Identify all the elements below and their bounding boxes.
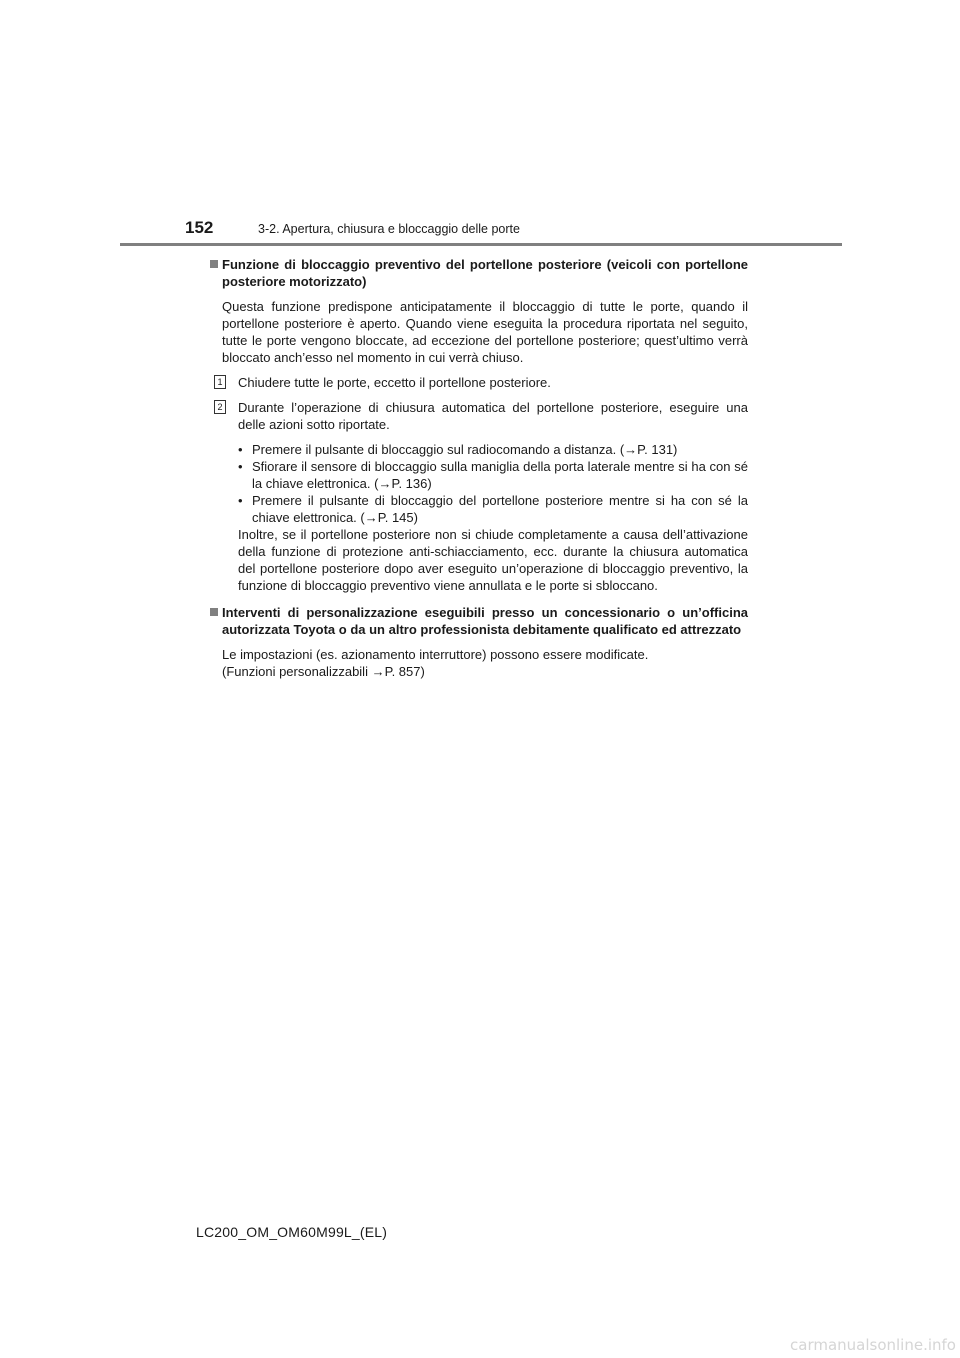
bullet-dot-icon: •: [238, 442, 243, 457]
bullet-dot-icon: •: [238, 459, 243, 474]
watermark: [0, 1336, 960, 1358]
page-number: 152: [185, 218, 214, 237]
step-2-note: Inoltre, se il portellone posteriore non si chiude completamente a causa dell’attivazione della funzione di protezione anti-schiacciamento, ecc. durante la chiusura automatica del portellone posteriore dopo aver eseguito un’operazione di bloccaggio preventivo, la funzione di bloccaggio preventivo viene annullata e le porte si sbloccano.: [238, 527, 748, 593]
chapter-title: 3-2. Apertura, chiusura e bloccaggio delle porte: [258, 222, 520, 236]
bullet-dot-icon: •: [238, 493, 243, 508]
header-rule: [120, 243, 842, 246]
manual-code: LC200_OM_OM60M99L_(EL): [196, 1224, 388, 1240]
section-intro: Questa funzione predispone anticipatamente il bloccaggio di tutte le porte, quando il portellone posteriore è aperto. Quando viene eseguita la procedura riportata nel seguito, tutte le porte vengono bloccate, ad eccezione del portellone posteriore; quest’ultimo verrà bloccato anch’esso nel momento in cui verrà chiuso.: [222, 299, 748, 365]
section-heading-tailgate-lock: [210, 256, 748, 290]
list-item-text: Sfiorare il sensore di bloccaggio sulla maniglia della porta laterale mentre si ha con sé la chiave elettronica. (→P. 136): [252, 459, 748, 491]
list-item-text: Premere il pulsante di bloccaggio del portellone posteriore mentre si ha con sé la chiave elettronica. (→P. 145): [252, 493, 748, 525]
section-heading-text: Funzione di bloccaggio preventivo del portellone posteriore (veicoli con portellone posteriore motorizzato): [222, 257, 748, 289]
step-text: Chiudere tutte le porte, eccetto il portellone posteriore.: [238, 375, 551, 390]
square-bullet-icon: [210, 260, 218, 268]
customization-line-1: Le impostazioni (es. azionamento interruttore) possono essere modificate.: [222, 647, 649, 662]
step-1: [210, 374, 748, 391]
list-item: [238, 458, 748, 492]
square-bullet-icon: [210, 608, 218, 616]
page-content: [210, 256, 748, 680]
step-text: Durante l’operazione di chiusura automatica del portellone posteriore, eseguire una delle azioni sotto riportate.: [238, 400, 748, 432]
step-2: [210, 399, 748, 433]
watermark-text: carmanualsonline.info: [790, 1336, 956, 1354]
list-item: [238, 441, 748, 458]
section-heading-text: Interventi di personalizzazione eseguibili presso un concessionario o un’officina autorizzata Toyota o da un altro professionista debitamente qualificato ed attrezzato: [222, 605, 748, 637]
list-item-text: Premere il pulsante di bloccaggio sul radiocomando a distanza. (→P. 131): [252, 442, 678, 457]
customization-line-2: (Funzioni personalizzabili →P. 857): [222, 664, 425, 679]
list-item: [238, 492, 748, 526]
bullet-list: [210, 441, 748, 526]
step-number-box: 2: [214, 400, 226, 414]
step-number-box: 1: [214, 375, 226, 389]
section-heading-customization: [210, 604, 748, 638]
